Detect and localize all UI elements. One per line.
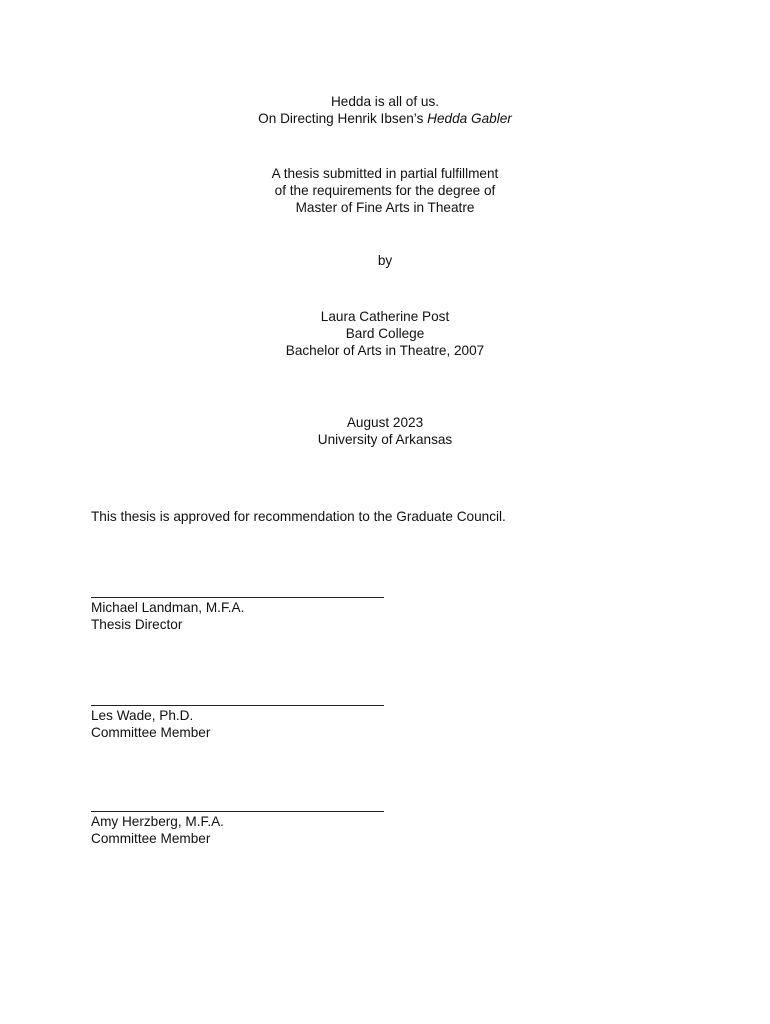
thesis-title [0, 94, 770, 128]
date-and-university [0, 415, 770, 449]
title-line-2 [0, 111, 770, 128]
signatory-name: Michael Landman, M.F.A. [91, 600, 245, 615]
signature-line [91, 705, 384, 706]
signatory-name: Amy Herzberg, M.F.A. [91, 814, 224, 829]
university-name: University of Arkansas [317, 431, 453, 447]
author-name: Laura Catherine Post [320, 309, 450, 324]
submission-line-1: A thesis submitted in partial fulfillment [271, 166, 499, 181]
signature-block-2 [91, 705, 384, 742]
title-line-2-prefix: On Directing Henrik Ibsen’s [258, 110, 428, 126]
signatory-role: Committee Member [91, 830, 211, 846]
signature-block-1 [91, 597, 384, 634]
author-info [0, 309, 770, 359]
title-italic-play-name: Hedda Gabler [427, 110, 512, 126]
author-prior-degree: Bachelor of Arts in Theatre, 2007 [285, 342, 485, 358]
signatory-name: Les Wade, Ph.D. [91, 708, 194, 723]
submission-statement [0, 166, 770, 216]
title-line-1: Hedda is all of us. [330, 94, 440, 109]
approval-text: This thesis is approved for recommendation to the Graduate Council. [91, 509, 506, 524]
author-institution: Bard College [345, 325, 425, 341]
signature-line [91, 811, 384, 812]
signature-line [91, 597, 384, 598]
by-label [0, 253, 770, 270]
approval-statement [91, 509, 506, 526]
submission-date: August 2023 [346, 415, 424, 430]
signatory-role: Thesis Director [91, 616, 183, 632]
by-text: by [377, 253, 393, 268]
submission-line-3: Master of Fine Arts in Theatre [295, 199, 475, 215]
signatory-role: Committee Member [91, 724, 211, 740]
signature-block-3 [91, 811, 384, 848]
submission-line-2: of the requirements for the degree of [274, 182, 496, 198]
